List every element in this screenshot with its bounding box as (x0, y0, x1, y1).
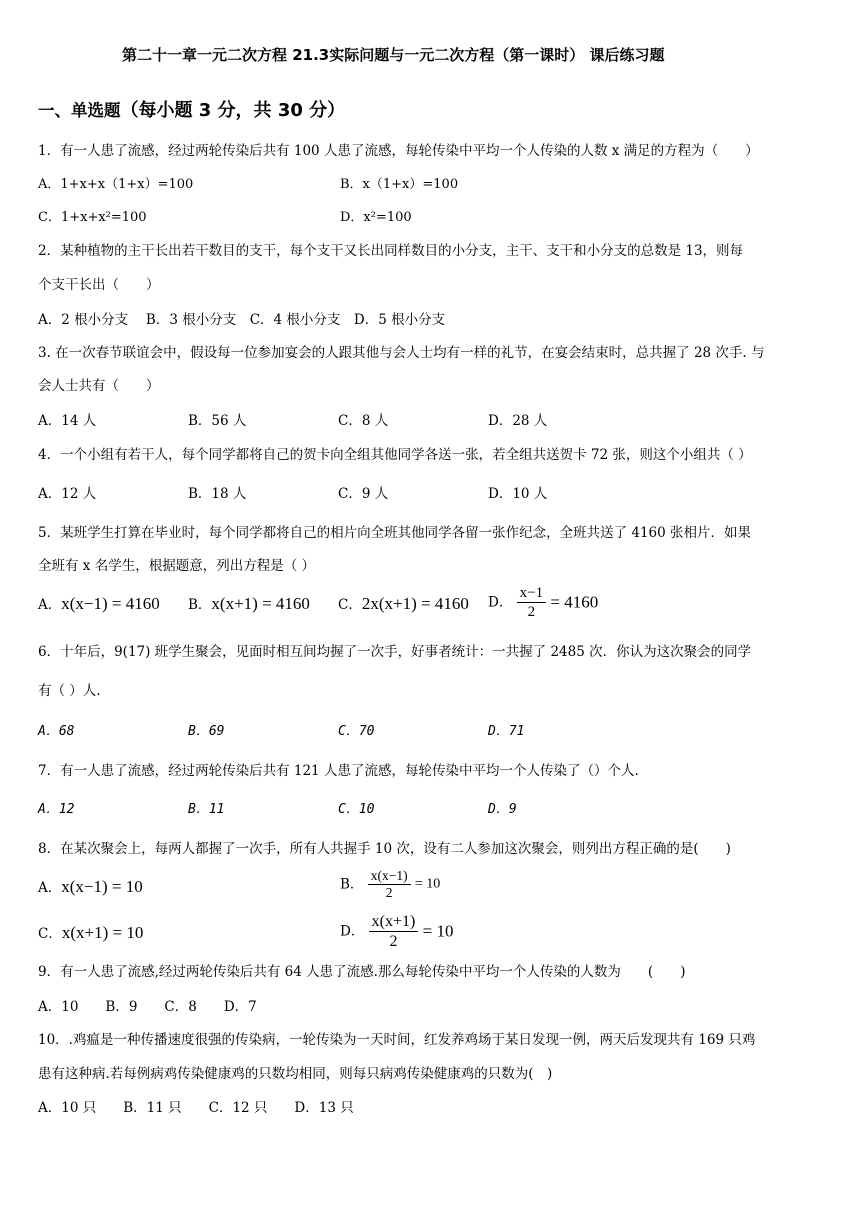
question-4-stem: 4．一个小组有若干人，每个同学都将自己的贺卡向全组其他同学各送一张，若全组共送贺卡 72 张，则这个小组共（ ） (38, 447, 752, 463)
option-expression: x(x+1) = 4160 (211, 594, 310, 613)
question-6-option-d: D．71 (488, 724, 525, 739)
option-label: D． (340, 923, 365, 940)
question-3-line-1: 3. 在一次春节联谊会中，假设每一位参加宴会的人跟其他与会人士均有一样的礼节，在宴会结束时，总共握了 28 次手. 与 (38, 345, 765, 361)
option-expression: x(x+1) = 10 (61, 923, 144, 942)
question-8-option-b (340, 868, 440, 901)
section-score: （每小题 3 分，共 30 分） (120, 100, 346, 121)
question-5-option-b (188, 594, 310, 614)
question-1-option-c: C．1+x+x²=100 (38, 210, 147, 225)
option-expression: x(x−1) = 4160 (61, 594, 160, 613)
question-1-option-a: A．1+x+x（1+x）=100 (38, 177, 194, 192)
option-label: C． (338, 597, 362, 613)
question-10-line-1: 10．.鸡瘟是一种传播速度很强的传染病，一轮传染为一天时间，红发养鸡场于某日发现一例，两天后发现共有 169 只鸡 (38, 1032, 756, 1048)
question-4-option-d: D．10 人 (488, 486, 548, 502)
question-5-line-2: 全班有 x 名学生，根据题意，列出方程是（ ） (38, 558, 315, 574)
question-5-option-d (488, 584, 598, 621)
fraction: $\frac{x-1}{2}$ (517, 584, 546, 621)
question-3-option-a: A．14 人 (38, 413, 97, 429)
question-9-stem: 9．有一人患了流感,经过两轮传染后共有 64 人患了流感.那么每轮传染中平均一个人传染的人数为 ( ) (38, 964, 686, 980)
question-7-option-c: C．10 (338, 802, 375, 817)
question-4-option-c: C．9 人 (338, 486, 389, 502)
option-label: D． (488, 594, 513, 611)
question-1-option-b: B．x（1+x）=100 (340, 177, 459, 192)
question-6-option-b: B．69 (188, 724, 225, 739)
question-7-option-d: D．9 (488, 802, 517, 817)
question-4-option-b: B．18 人 (188, 486, 247, 502)
question-5-option-a (38, 594, 160, 614)
question-4-option-a: A．12 人 (38, 486, 97, 502)
question-2-line-2: 个支干长出（ ） (38, 277, 160, 293)
question-2-options: A．2 根小分支 B．3 根小分支 C．4 根小分支 D．5 根小分支 (38, 312, 446, 328)
question-1-option-d: D．x²=100 (340, 210, 412, 225)
question-7-option-b: B．11 (188, 802, 225, 817)
option-label: B． (340, 876, 364, 893)
question-3-option-b: B．56 人 (188, 413, 247, 429)
question-3-option-d: D．28 人 (488, 413, 548, 429)
page-title: 第二十一章一元二次方程 21.3实际问题与一元二次方程（第一课时） 课后练习题 (122, 46, 665, 64)
question-9-options: A．10 B．9 C．8 D．7 (38, 999, 257, 1015)
question-10-line-2: 患有这种病.若每例病鸡传染健康鸡的只数均相同，则每只病鸡传染健康鸡的只数为( ) (38, 1066, 553, 1082)
option-expression: = 10 (422, 921, 454, 941)
question-6-line-1: 6．十年后，9(17) 班学生聚会，见面时相互间均握了一次手，好事者统计：一共握了 2485 次．你认为这次聚会的同学 (38, 644, 752, 660)
question-7-stem: 7．有一人患了流感，经过两轮传染后共有 121 人患了流感，每轮传染中平均一个人传染了（）个人. (38, 763, 639, 779)
option-expression: = 4160 (550, 592, 599, 612)
question-8-option-a (38, 877, 143, 897)
option-expression: 2x(x+1) = 4160 (361, 594, 469, 613)
question-3-line-2: 会人士共有（ ） (38, 378, 160, 394)
option-label: B． (188, 597, 212, 613)
question-8-option-d (340, 912, 453, 951)
question-3-option-c: C．8 人 (338, 413, 389, 429)
fraction: $\frac{x(x+1)}{2}$ (369, 912, 419, 951)
option-expression: = 10 (414, 876, 441, 892)
question-7-option-a: A．12 (38, 802, 75, 817)
section-label: 一、单选题 (38, 101, 121, 120)
question-8-option-c (38, 923, 143, 943)
option-label: A． (38, 597, 62, 613)
question-2-line-1: 2．某种植物的主干长出若干数目的支干，每个支干又长出同样数目的小分支，主干、支干和小分支的总数是 13，则每 (38, 243, 744, 259)
option-label: C． (38, 926, 62, 942)
question-6-option-a: A．68 (38, 724, 75, 739)
question-5-option-c (338, 594, 469, 614)
option-expression: x(x−1) = 10 (61, 877, 143, 896)
fraction: $\frac{x(x-1)}{2}$ (368, 868, 411, 901)
section-heading (38, 100, 345, 122)
question-8-stem: 8．在某次聚会上，每两人都握了一次手，所有人共握手 10 次，设有二人参加这次聚会，则列出方程正确的是( ) (38, 841, 731, 857)
question-6-line-2: 有（ ）人. (38, 683, 101, 699)
question-6-option-c: C．70 (338, 724, 375, 739)
question-1-stem: 1．有一人患了流感，经过两轮传染后共有 100 人患了流感，每轮传染中平均一个人传染的人数 x 满足的方程为（ ） (38, 143, 759, 159)
question-10-options: A．10 只 B．11 只 C．12 只 D．13 只 (38, 1100, 354, 1116)
question-5-line-1: 5．某班学生打算在毕业时，每个同学都将自己的相片向全班其他同学各留一张作纪念，全班共送了 4160 张相片．如果 (38, 525, 752, 541)
option-label: A． (38, 880, 62, 896)
